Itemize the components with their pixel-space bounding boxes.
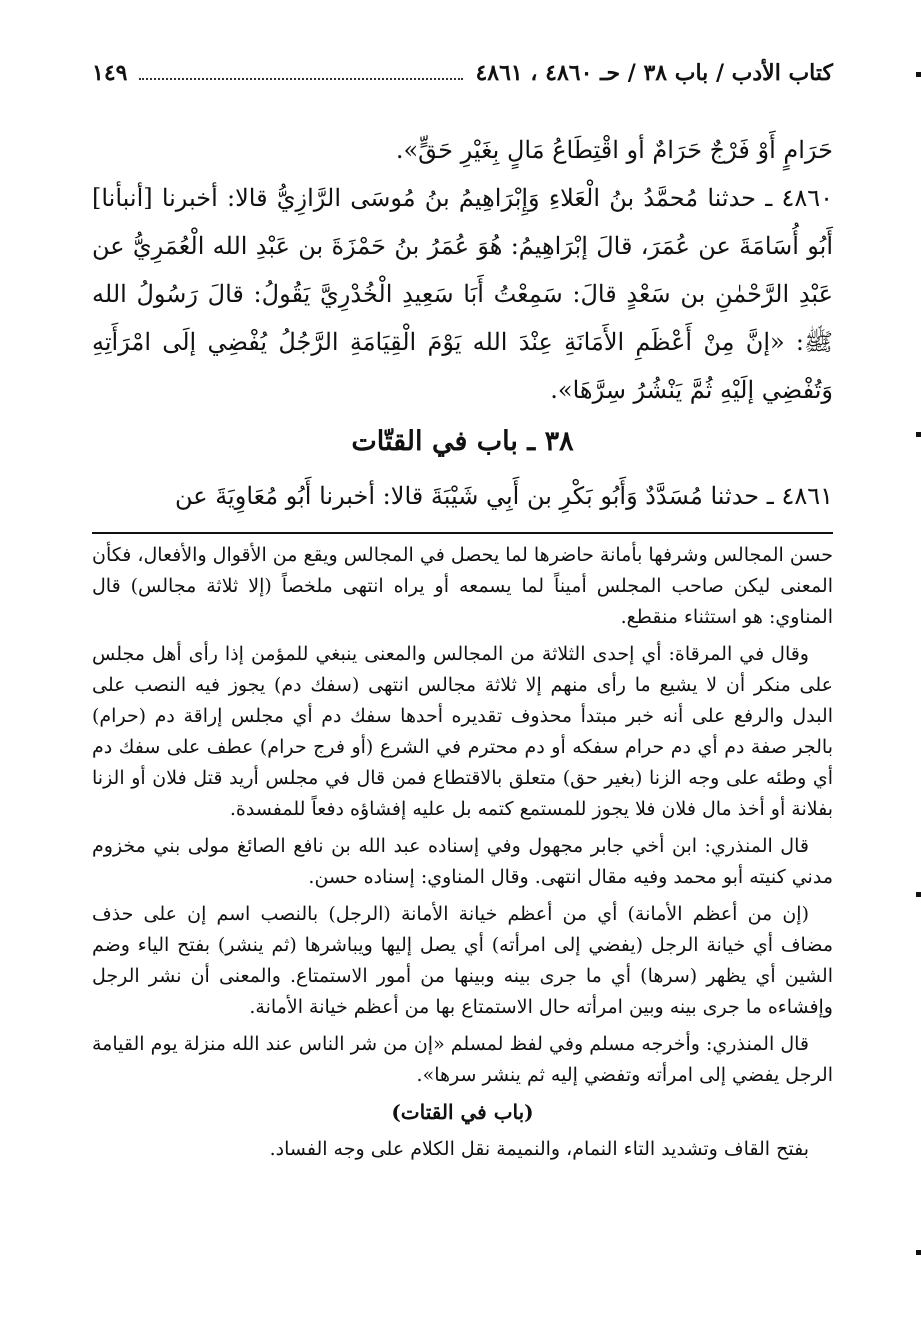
commentary-paragraph: بفتح القاف وتشديد التاء النمام، والنميمة نقل الكلام على وجه الفساد. (269, 1138, 809, 1160)
commentary-paragraph: (إن من أعظم الأمانة) أي من أعظم خيانة الأمانة (الرجل) بالنصب اسم إن على حذف مضاف أي خيانة الرجل (يفضي إلى امرأته) أي يصل إليها ويباشرها (ثم ينشر) بفتح الياء وضم الشين أي يظهر (سرها) أي ما جرى بينه وبينها من أمور الاستمتاع. والمعنى أن نشر الرجل وإفشاءه ما جرى بينه وبين امرأته حال الاستمتاع بها من أعظم خيانة الأمانة. (92, 903, 833, 1018)
commentary-chapter-title: (باب في القتات) (391, 1100, 534, 1124)
hadith-4859-ending: حَرَامٍ أَوْ فَرْجٌ حَرَامٌ أو اقْتِطَاعُ مَالٍ بِغَيْرِ حَقٍّ». (395, 136, 833, 164)
header-dotted-leader (139, 78, 463, 80)
chapter-title: ٣٨ ـ باب في القتّات (351, 426, 574, 457)
running-title: كتاب الأدب / باب ٣٨ / حـ ٤٨٦٠ ، ٤٨٦١ (475, 60, 833, 86)
commentary (92, 540, 833, 1165)
footnote-divider (92, 532, 833, 534)
running-header (92, 60, 833, 86)
commentary-paragraph: حسن المجالس وشرفها بأمانة حاضرها لما يحصل في المجالس ويقع من الأقوال والأفعال، فكأن المعنى ليكن صاحب المجلس أميناً لما يسمعه أو يراه انتهى ملخصاً (إلا ثلاثة مجالس) قال المناوي: هو استثناء منقطع. (92, 544, 833, 628)
commentary-paragraph: قال المنذري: ابن أخي جابر مجهول وفي إسناده عبد الله بن نافع الصائغ مولى بني مخزوم مدني كنيته أبو محمد وفيه مقال انتهى. وقال المناوي: إسناده حسن. (92, 835, 833, 888)
commentary-paragraph: قال المنذري: وأخرجه مسلم وفي لفظ لمسلم «إن من شر الناس عند الله منزلة يوم القيامة الرجل يفضي إلى امرأته وتفضي إليه ثم ينشر سرها». (92, 1033, 833, 1086)
margin-mark (916, 432, 921, 437)
margin-mark (916, 892, 921, 897)
margin-mark (916, 72, 921, 77)
commentary-paragraph: وقال في المرقاة: أي إحدى الثلاثة من المجالس والمعنى ينبغي للمؤمن إذا رأى أهل مجلس على منكر أن لا يشيع ما رأى منهم إلا ثلاثة مجالس انتهى (سفك دم) يجوز فيه النصب على البدل والرفع على أنه خبر مبتدأ محذوف تقديره أحدها سفك دم أي مجلس إراقة دم (حرام) بالجر صفة دم أي دم حرام سفكه أو دم محترم في الشرع (أو فرج حرام) عطف على سفك دم أي وطئه على وجه الزنا (بغير حق) متعلق بالاقتطاع فمن قال في مجلس أريد قتل فلان أو الزنا بفلانة أو أخذ مال فلان فلا يجوز للمستمع كتمه بل عليه إفشاؤه دفعاً للمفسدة. (92, 643, 833, 820)
page-number: ١٤٩ (92, 60, 128, 86)
main-text (92, 126, 833, 520)
hadith-4861-start: ٤٨٦١ ـ حدثنا مُسَدَّدٌ وَأَبُو بَكْرِ بن أَبِي شَيْبَةَ قالا: أخبرنا أَبُو مُعَاوِيَةَ عن (174, 482, 833, 510)
margin-mark (916, 1250, 921, 1255)
hadith-4860: ٤٨٦٠ ـ حدثنا مُحمَّدُ بنُ الْعَلاءِ وَإِبْرَاهِيمُ بنُ مُوسَى الرَّازِيُّ قالا: أخبرنا [أنبأنا] أَبُو أُسَامَةَ عن عُمَرَ، قالَ إبْرَاهِيمُ: هُوَ عُمَرُ بنُ حَمْزَةَ بن عَبْدِ الله الْعُمَرِيُّ عن عَبْدِ الرَّحْمٰنِ بن سَعْدٍ قالَ: سَمِعْتُ أَبَا سَعِيدِ الْخُدْرِيَّ يَقُولُ: قالَ رَسُولُ الله ﷺ: «إنَّ مِنْ أَعْظَمِ الأَمَانَةِ عِنْدَ الله يَوْمَ الْقِيَامَةِ الرَّجُلُ يُفْضِي إلَى امْرَأَتِهِ وَتُفْضِي إلَيْهِ ثُمَّ يَنْشُرُ سِرَّهَا». (92, 184, 833, 404)
